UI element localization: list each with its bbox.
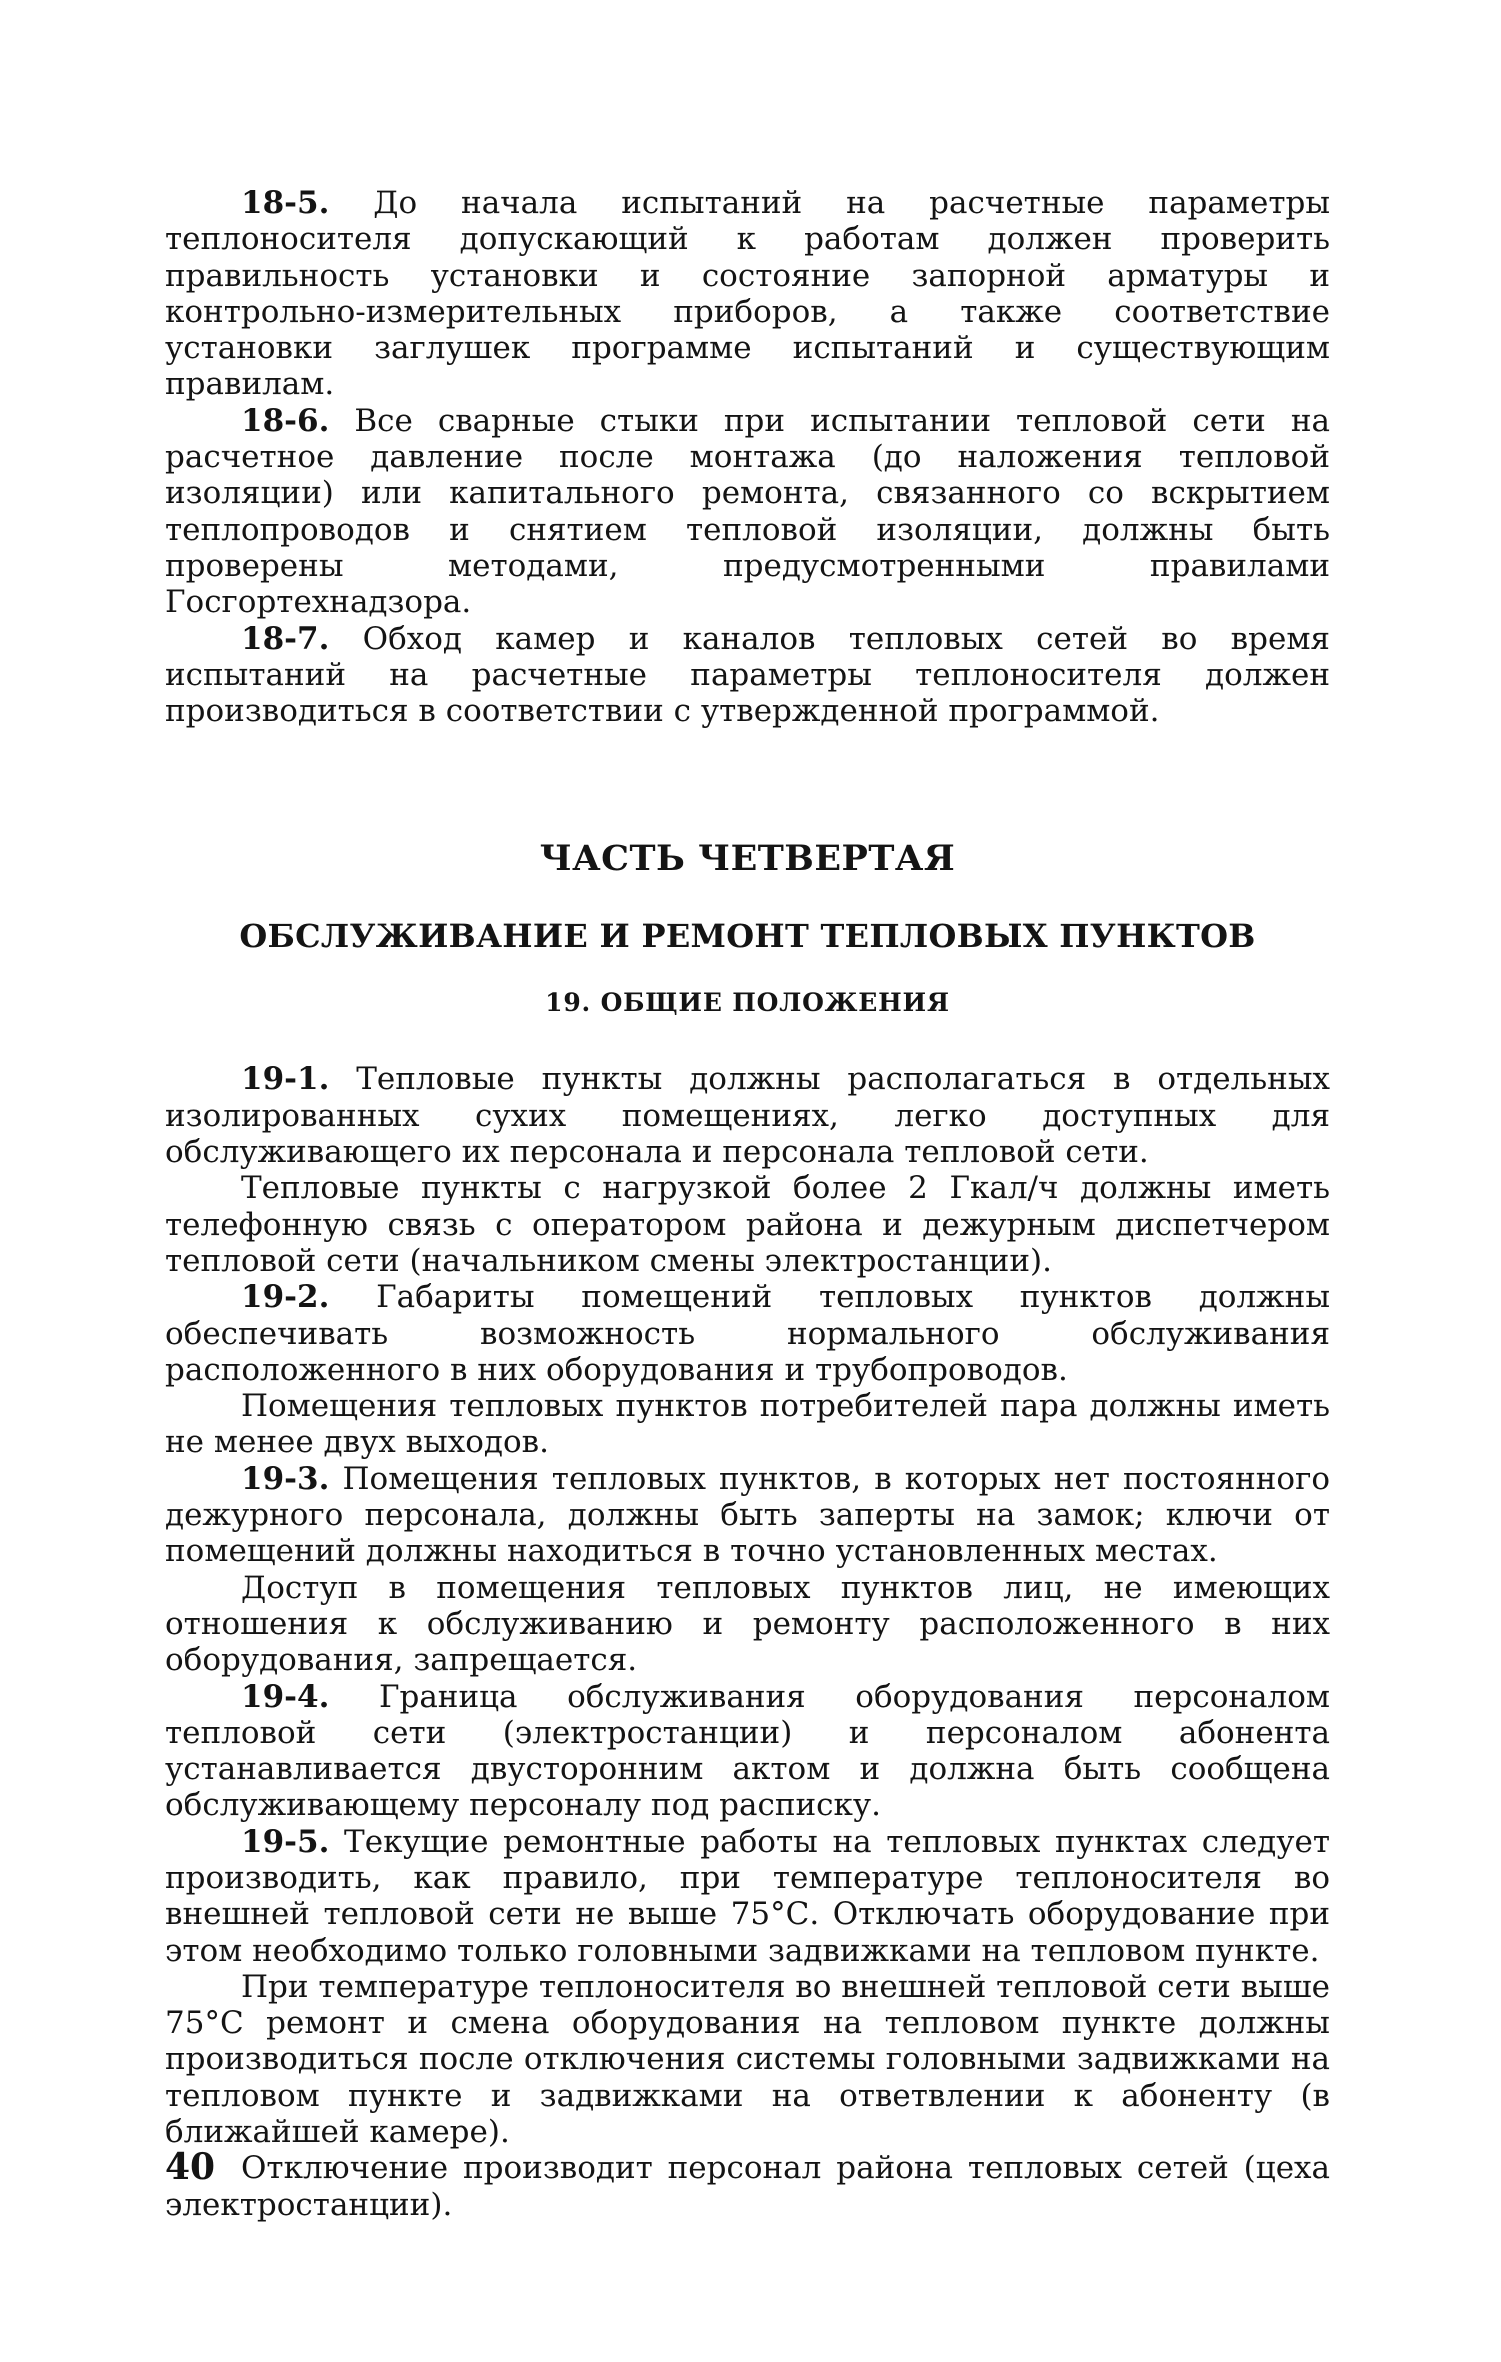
paragraph-text: При температуре теплоносителя во внешней тепловой сети выше 75°С ремонт и смена оборудования на тепловом пункте должны производиться после отключения системы головными задвижками на тепловом пункте и задвижками на ответвлении к абоненту (в ближайшей камере). [165, 1968, 1330, 2151]
page-content [165, 185, 1330, 2223]
clause-number: 18-6. [241, 402, 330, 439]
paragraph-19-2-continued [165, 1388, 1330, 1461]
paragraph-text: Текущие ремонтные работы на тепловых пунктах следует производить, как правило, при температуре теплоносителя во внешней тепловой сети не выше 75°С. Отключать оборудование при этом необходимо только головными задвижками на тепловом пункте. [165, 1823, 1330, 1969]
paragraph-18-5 [165, 185, 1330, 403]
page-number: 40 [165, 2146, 216, 2188]
section-title: 19. ОБЩИЕ ПОЛОЖЕНИЯ [545, 988, 950, 1018]
paragraph-19-3-continued [165, 1570, 1330, 1679]
clause-number: 19-3. [241, 1460, 330, 1497]
paragraph-19-5-continued [165, 1969, 1330, 2150]
paragraph-text: Отключение производит персонал района тепловых сетей (цеха электростанции). [165, 2150, 1330, 2223]
paragraph-19-1-continued [165, 1170, 1330, 1279]
clause-number: 19-5. [241, 1823, 330, 1860]
clause-number: 19-1. [241, 1061, 330, 1098]
paragraph-19-3 [165, 1461, 1330, 1570]
paragraph-text: Доступ в помещения тепловых пунктов лиц, не имеющих отношения к обслуживанию и ремонту расположенного в них оборудования, запрещается. [165, 1569, 1330, 1679]
paragraph-19-5 [165, 1824, 1330, 1969]
paragraph-18-6 [165, 403, 1330, 621]
clause-number: 18-5. [241, 185, 330, 221]
paragraph-text: Граница обслуживания оборудования персоналом тепловой сети (электростанции) и персоналом абонента устанавливается двусторонним актом и должна быть сообщена обслуживающему персоналу под расписку. [165, 1678, 1330, 1824]
paragraph-text: Тепловые пункты должны располагаться в отдельных изолированных сухих помещениях, легко доступных для обслуживающего их персонала и персонала тепловой сети. [165, 1061, 1330, 1171]
part-title: ЧАСТЬ ЧЕТВЕРТАЯ [539, 838, 956, 880]
paragraph-19-2 [165, 1279, 1330, 1388]
paragraph-text: Тепловые пункты с нагрузкой более 2 Гкал/ч должны иметь телефонную связь с оператором района и дежурным диспетчером тепловой сети (начальником смены электростанции). [165, 1170, 1330, 1279]
paragraph-text: До начала испытаний на расчетные параметры теплоносителя допускающий к работам должен проверить правильность установки и состояние запорной арматуры и контрольно-измерительных приборов, а также соответствие установки заглушек программе испытаний и существующим правилам. [165, 185, 1330, 403]
clause-number: 19-2. [241, 1279, 330, 1316]
paragraph-text: Помещения тепловых пунктов потребителей пара должны иметь не менее двух выходов. [165, 1388, 1330, 1461]
part-subtitle: ОБСЛУЖИВАНИЕ И РЕМОНТ ТЕПЛОВЫХ ПУНКТОВ [239, 917, 1256, 956]
clause-number: 19-4. [241, 1678, 330, 1715]
clause-number: 18-7. [241, 620, 330, 657]
paragraph-text: Все сварные стыки при испытании тепловой сети на расчетное давление после монтажа (до наложения тепловой изоляции) или капитального ремонта, связанного со вскрытием теплопроводов и снятием тепловой изоляции, должны быть проверены методами, предусмотренными правилами Госгортехнадзора. [165, 402, 1330, 621]
paragraph-text: Обход камер и каналов тепловых сетей во время испытаний на расчетные параметры теплоносителя должен производиться в соответствии с утвержденной программой. [165, 620, 1330, 730]
paragraph-19-1 [165, 1061, 1330, 1170]
paragraph-19-5-final [165, 2150, 1330, 2223]
paragraph-18-7 [165, 621, 1330, 730]
paragraph-text: Помещения тепловых пунктов, в которых нет постоянного дежурного персонала, должны быть заперты на замок; ключи от помещений должны находиться в точно установленных местах. [165, 1460, 1330, 1570]
paragraph-text: Габариты помещений тепловых пунктов должны обеспечивать возможность нормального обслуживания расположенного в них оборудования и трубопроводов. [165, 1279, 1330, 1388]
paragraph-19-4 [165, 1679, 1330, 1824]
